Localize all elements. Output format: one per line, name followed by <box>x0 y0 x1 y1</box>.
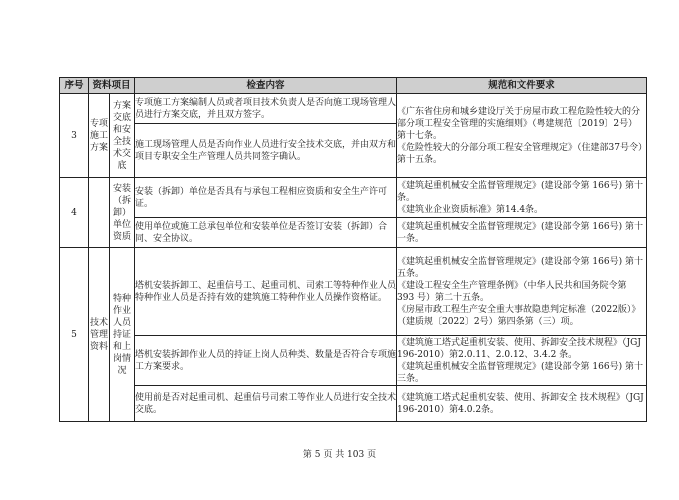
row-number: 5 <box>60 248 89 422</box>
category-cell: 技术管理资料 <box>89 248 110 422</box>
requirement-line: 《建筑施工塔式起重机安装、使用、拆卸安全技术规程》（JGJ 196-2010）第2.0.11、2.0.12、3.4.2 条。 <box>397 337 641 360</box>
requirement-line: 《建设工程安全生产管理条例》（中华人民共和国务院令第 393 号）第二十五条。 <box>397 280 627 303</box>
requirement-line: 《建筑起重机械安全监督管理规定》(建设部令第 166号) 第十三条。 <box>397 361 643 384</box>
requirement-line: 《建筑起重机械安全监督管理规定》(建设部令第 166号) 第十五条。 <box>397 256 643 279</box>
table-row <box>60 248 647 336</box>
table-row <box>60 178 647 218</box>
requirements-cell <box>397 386 647 422</box>
requirement-line: 《建筑业企业资质标准》第14.4条。 <box>397 204 544 215</box>
requirement-line: 《建筑施工塔式起重机安装、使用、拆卸安全 技术规程》（JGJ 196-2010）第4.0.2条。 <box>397 392 644 415</box>
header-content: 检查内容 <box>135 78 397 94</box>
requirement-line: 《广东省住房和城乡建设厅关于房屋市政工程危险性较大的分部分项工程安全管理的实施细则》（粤建规范〔2019〕2号）第十七条。 <box>397 106 641 141</box>
check-content: 专项施工方案编制人员或者项目技术负责人是否向施工现场管理人员进行方案交底，并且双方签字。 <box>135 94 397 124</box>
subitem-cell: 安装（拆卸）单位资质 <box>110 178 135 248</box>
check-content: 塔机安装拆卸工、起重信号工、起重司机、司索工等特种作业人员特种作业人员是否持有效的建筑施工特种作业人员操作资格证。 <box>135 248 397 336</box>
row-number: 4 <box>60 178 89 248</box>
requirement-line: 《建筑起重机械安全监督管理规定》(建设部令第 166号) 第十一条。 <box>397 221 643 244</box>
check-content: 使用单位或施工总承包单位和安装单位是否签订安装（拆卸）合同、安全协议。 <box>135 218 397 248</box>
check-content: 塔机安装拆卸作业人员的持证上岗人员种类、数量是否符合专项施工方案要求。 <box>135 336 397 386</box>
check-content: 使用前是否对起重司机、起重信号司索工等作业人员进行安全技术交底。 <box>135 386 397 422</box>
table-header-row <box>60 78 647 94</box>
table-row <box>60 386 647 422</box>
requirement-line: 《危险性较大的分部分项工程安全管理规定》（住建部37号令）第十五条。 <box>397 142 643 165</box>
header-item: 资料项目 <box>89 78 135 94</box>
check-content: 安装（拆卸）单位是否具有与承包工程相应资质和安全生产许可证。 <box>135 178 397 218</box>
subitem-cell: 方案交底和安全技术交底 <box>110 94 135 178</box>
check-content: 施工现场管理人员是否向作业人员进行安全技术交底，并由双方和项目专职安全生产管理人员共同签字确认。 <box>135 124 397 178</box>
inspection-table <box>59 77 647 422</box>
page-footer: 第 5 页 共 103 页 <box>302 450 377 460</box>
requirements-cell <box>397 178 647 218</box>
row-number: 3 <box>60 94 89 178</box>
table-row <box>60 218 647 248</box>
requirement-line: 《房屋市政工程生产安全重大事故隐患判定标准（2022版）》（建质规〔2022〕2号）第四条第（三）项。 <box>397 304 641 327</box>
requirements-cell <box>397 248 647 336</box>
requirements-cell <box>397 218 647 248</box>
requirements-cell <box>397 94 647 178</box>
table-row <box>60 94 647 124</box>
table-row <box>60 336 647 386</box>
header-no: 序号 <box>60 78 89 94</box>
header-requirements: 规范和文件要求 <box>397 78 647 94</box>
category-cell <box>89 178 110 248</box>
category-cell: 专项施工方案 <box>89 94 110 178</box>
requirement-line: 《建筑起重机械安全监督管理规定》(建设部令第 166号) 第十条。 <box>397 180 643 203</box>
requirements-cell <box>397 336 647 386</box>
subitem-cell: 特种作业人员持证和上岗情况 <box>110 248 135 422</box>
